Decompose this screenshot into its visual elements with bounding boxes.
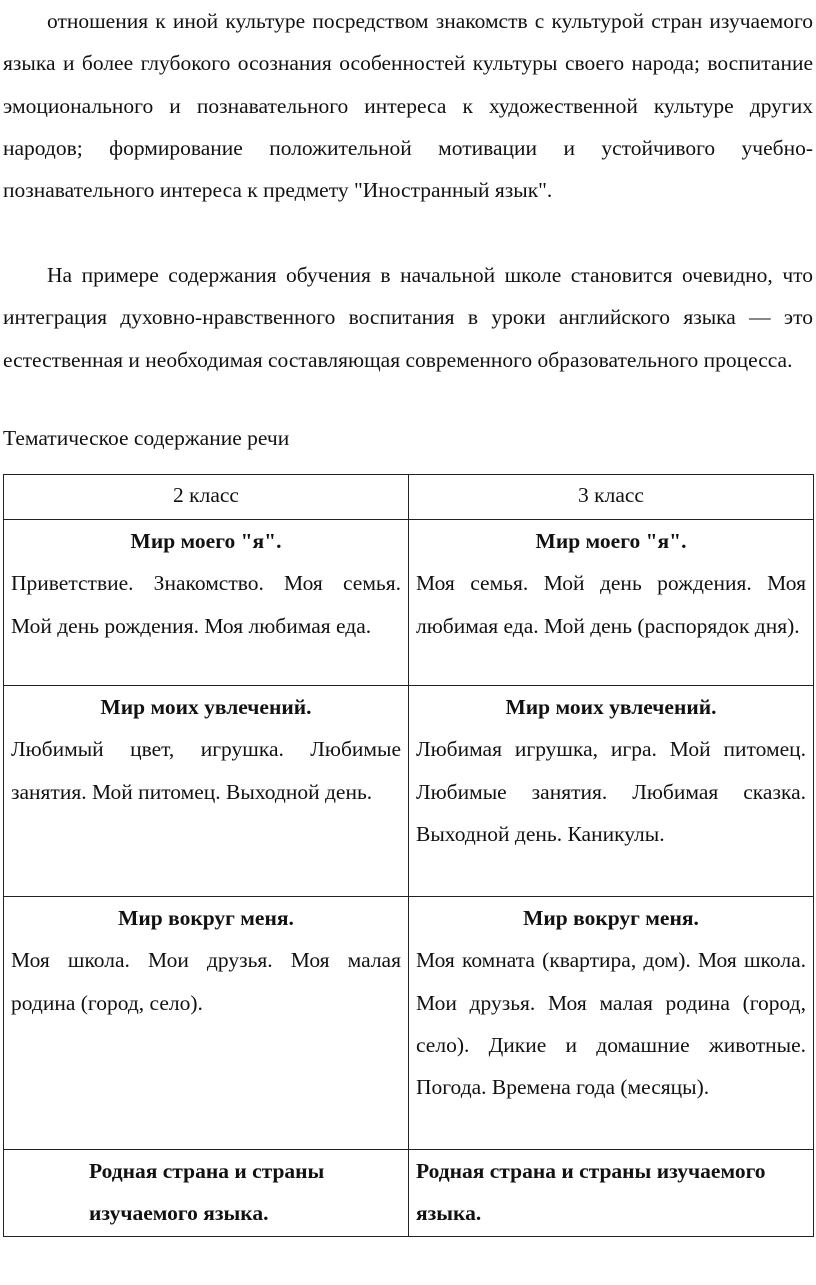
topic-title: Мир моих увлечений. (505, 695, 717, 719)
paragraph-culture-goals: отношения к иной культуре посредством знакомств с культурой стран изучаемого языка и более глубокого осознания особенностей культуры своего народа; воспитание эмоционального и познавательного интереса к художественной культуре других народов; формирование положительной мотивации и устойчивого учебно-познавательного интереса к предмету "Иностранный язык". (3, 9, 813, 203)
table-row (4, 897, 814, 1150)
grade-2-cell (4, 686, 409, 897)
topic-title: Мир моего "я". (130, 529, 282, 553)
topic-title: Родная страна и страны изучаемого языка. (89, 1159, 325, 1226)
paragraph-integration: На примере содержания обучения в начальной школе становится очевидно, что интеграция духовно-нравственного воспитания в уроки английского языка — это естественная и необходимая составляющая современного образовательного процесса. (3, 263, 813, 372)
section-heading: Тематическое содержание речи (3, 426, 290, 450)
grade-3-cell (409, 520, 814, 686)
grade-2-cell (4, 897, 409, 1150)
table-row (4, 1150, 814, 1237)
topic-title: Мир моего "я". (535, 529, 687, 553)
table-header-row (4, 475, 814, 520)
topic-title: Мир вокруг меня. (523, 906, 699, 930)
column-header-grade-3: 3 класс (409, 475, 814, 520)
topic-content: Любимый цвет, игрушка. Любимые занятия. Мой питомец. Выходной день. (11, 737, 401, 804)
table-row (4, 686, 814, 897)
topic-content: Моя комната (квартира, дом). Моя школа. Мои друзья. Моя малая родина (город, село). Дикие и домашние животные. Погода. Времена года (месяцы). (416, 948, 806, 1100)
grade-2-cell (4, 1150, 409, 1237)
table-row (4, 520, 814, 686)
grade-3-cell (409, 686, 814, 897)
topics-table (3, 474, 814, 1237)
topic-content: Любимая игрушка, игра. Мой питомец. Любимые занятия. Любимая сказка. Выходной день. Каникулы. (416, 737, 806, 846)
topic-content: Приветствие. Знакомство. Моя семья. Мой день рождения. Моя любимая еда. (11, 571, 401, 638)
topic-content: Моя школа. Мои друзья. Моя малая родина (город, село). (11, 948, 401, 1015)
topic-title: Родная страна и страны изучаемого языка. (416, 1159, 766, 1226)
column-header-grade-2: 2 класс (4, 475, 409, 520)
topic-content: Моя семья. Мой день рождения. Моя любимая еда. Мой день (распорядок дня). (416, 571, 806, 638)
topic-title: Мир моих увлечений. (100, 695, 312, 719)
grade-2-cell (4, 520, 409, 686)
topic-title: Мир вокруг меня. (118, 906, 294, 930)
grade-3-cell (409, 897, 814, 1150)
grade-3-cell (409, 1150, 814, 1237)
